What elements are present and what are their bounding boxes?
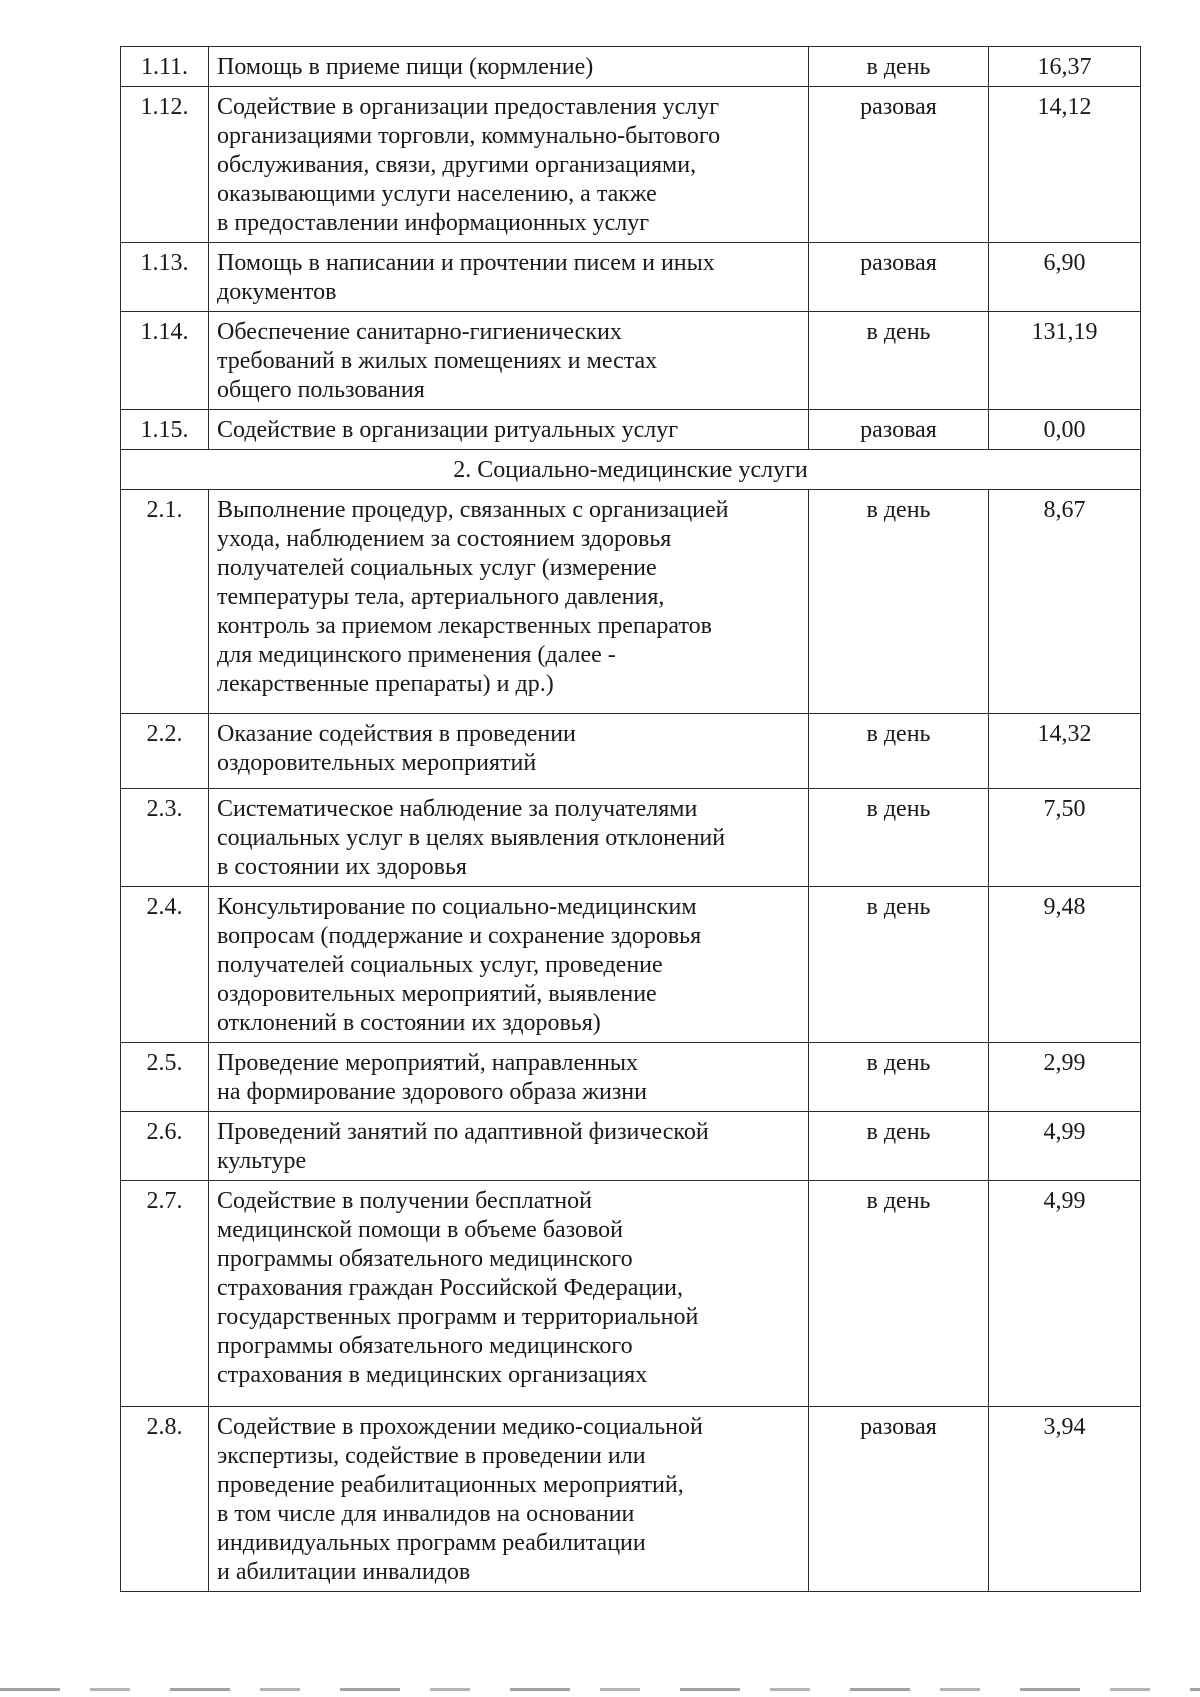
table-row xyxy=(121,243,1141,312)
service-name: Проведение мероприятий, направленных на формирование здорового образа жизни xyxy=(209,1043,809,1112)
table-row xyxy=(121,714,1141,789)
section-header-row xyxy=(121,450,1141,490)
service-number: 2.7. xyxy=(121,1181,209,1407)
service-price: 0,00 xyxy=(989,410,1141,450)
service-price: 4,99 xyxy=(989,1112,1141,1181)
service-name: Содействие в прохождении медико-социальной экспертизы, содействие в проведении или проведение реабилитационных мероприятий, в том числе для инвалидов на основании индивидуальных программ реабилитации и абилитации инвалидов xyxy=(209,1407,809,1592)
service-unit: разовая xyxy=(809,1407,989,1592)
service-unit: в день xyxy=(809,312,989,410)
service-price: 3,94 xyxy=(989,1407,1141,1592)
service-name: Систематическое наблюдение за получателями социальных услуг в целях выявления отклонений в состоянии их здоровья xyxy=(209,789,809,887)
service-number: 1.14. xyxy=(121,312,209,410)
service-number: 1.13. xyxy=(121,243,209,312)
service-name: Консультирование по социально-медицинским вопросам (поддержание и сохранение здоровья получателей социальных услуг, проведение оздоровительных мероприятий, выявление отклонений в состоянии их здоровья) xyxy=(209,887,809,1043)
service-number: 2.1. xyxy=(121,490,209,714)
service-price: 6,90 xyxy=(989,243,1141,312)
service-name: Оказание содействия в проведении оздоровительных мероприятий xyxy=(209,714,809,789)
table-row xyxy=(121,1407,1141,1592)
service-number: 2.3. xyxy=(121,789,209,887)
service-name: Проведений занятий по адаптивной физической культуре xyxy=(209,1112,809,1181)
service-number: 2.4. xyxy=(121,887,209,1043)
service-unit: в день xyxy=(809,1043,989,1112)
service-name: Содействие в организации ритуальных услуг xyxy=(209,410,809,450)
service-number: 2.2. xyxy=(121,714,209,789)
service-unit: в день xyxy=(809,1181,989,1407)
service-price: 2,99 xyxy=(989,1043,1141,1112)
scan-edge-line xyxy=(0,1688,1200,1691)
service-price: 131,19 xyxy=(989,312,1141,410)
service-unit: разовая xyxy=(809,87,989,243)
service-number: 1.15. xyxy=(121,410,209,450)
service-price: 14,12 xyxy=(989,87,1141,243)
service-name: Обеспечение санитарно-гигиенических требований в жилых помещениях и местах общего пользования xyxy=(209,312,809,410)
table-row xyxy=(121,1112,1141,1181)
service-name: Помощь в написании и прочтении писем и иных документов xyxy=(209,243,809,312)
service-unit: в день xyxy=(809,47,989,87)
service-unit: разовая xyxy=(809,243,989,312)
service-price: 14,32 xyxy=(989,714,1141,789)
service-number: 2.8. xyxy=(121,1407,209,1592)
service-number: 1.11. xyxy=(121,47,209,87)
table-row xyxy=(121,87,1141,243)
table-row xyxy=(121,312,1141,410)
service-unit: в день xyxy=(809,1112,989,1181)
table-row xyxy=(121,490,1141,714)
service-unit: разовая xyxy=(809,410,989,450)
service-number: 1.12. xyxy=(121,87,209,243)
service-unit: в день xyxy=(809,887,989,1043)
service-number: 2.5. xyxy=(121,1043,209,1112)
table-row xyxy=(121,789,1141,887)
service-price: 7,50 xyxy=(989,789,1141,887)
table-row xyxy=(121,887,1141,1043)
service-unit: в день xyxy=(809,714,989,789)
service-name: Помощь в приеме пищи (кормление) xyxy=(209,47,809,87)
services-price-table xyxy=(120,46,1141,1592)
service-price: 4,99 xyxy=(989,1181,1141,1407)
table-row xyxy=(121,1043,1141,1112)
service-name: Содействие в организации предоставления услуг организациями торговли, коммунально-бытового обслуживания, связи, другими организациями, оказывающими услуги населению, а также в предоставлении информационных услуг xyxy=(209,87,809,243)
service-unit: в день xyxy=(809,490,989,714)
service-number: 2.6. xyxy=(121,1112,209,1181)
service-name: Выполнение процедур, связанных с организацией ухода, наблюдением за состоянием здоровья получателей социальных услуг (измерение температуры тела, артериального давления, контроль за приемом лекарственных препаратов для медицинского применения (далее - лекарственные препараты) и др.) xyxy=(209,490,809,714)
service-price: 16,37 xyxy=(989,47,1141,87)
table-row xyxy=(121,47,1141,87)
table-row xyxy=(121,1181,1141,1407)
service-name: Содействие в получении бесплатной медицинской помощи в объеме базовой программы обязательного медицинского страхования граждан Российской Федерации, государственных программ и территориальной программы обязательного медицинского страхования в медицинских организациях xyxy=(209,1181,809,1407)
section-title: 2. Социально-медицинские услуги xyxy=(121,450,1141,490)
service-unit: в день xyxy=(809,789,989,887)
services-table-body xyxy=(121,47,1141,1592)
service-price: 9,48 xyxy=(989,887,1141,1043)
service-price: 8,67 xyxy=(989,490,1141,714)
table-row xyxy=(121,410,1141,450)
